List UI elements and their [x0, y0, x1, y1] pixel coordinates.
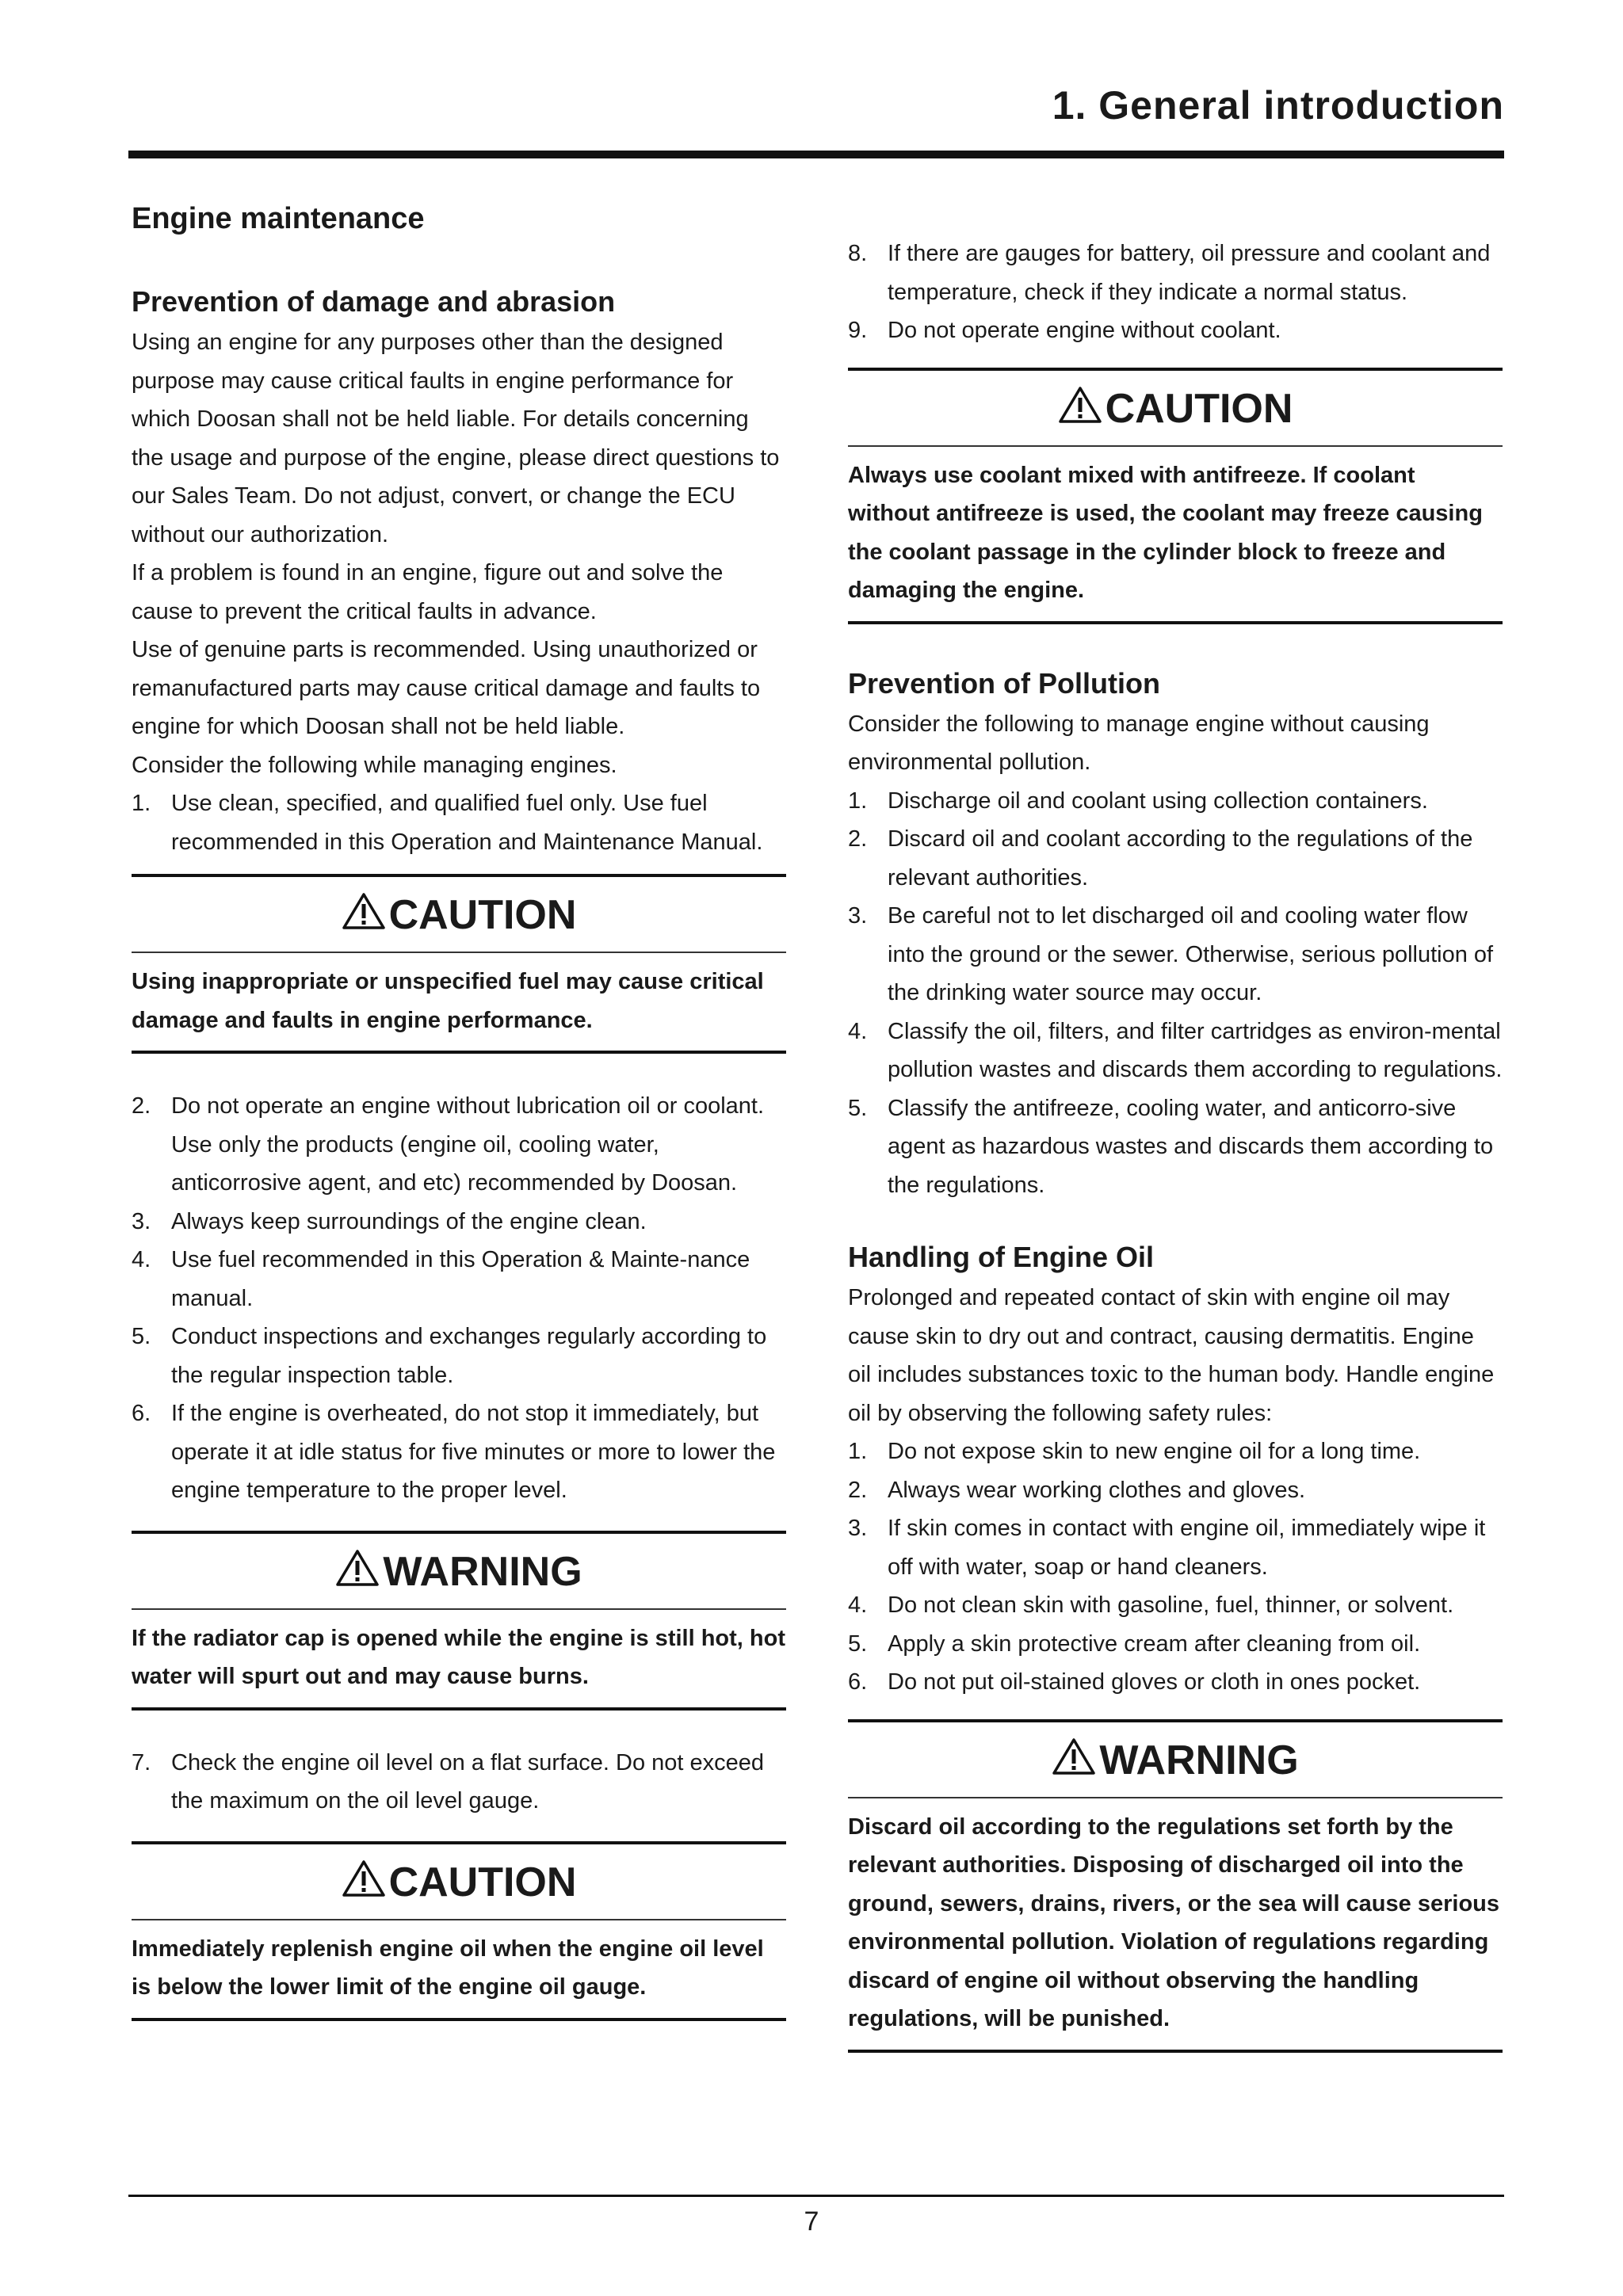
caution-box-coolant — [848, 368, 1503, 624]
list-item: 4. Do not clean skin with gasoline, fuel, thinner, or solvent. — [848, 1592, 1454, 1618]
list-item: 5. Conduct inspections and exchanges regularly according to the regular inspection table. — [132, 1324, 767, 1388]
left-column — [132, 190, 786, 2021]
subsection-title-engine-oil: Handling of Engine Oil — [848, 1241, 1154, 1273]
list-item: 2. Always wear working clothes and gloves. — [848, 1477, 1306, 1503]
paragraph-consider: Consider the following while managing engines. — [132, 752, 617, 778]
list-item: 3. Always keep surroundings of the engine clean. — [132, 1208, 647, 1234]
list-item: 9. Do not operate engine without coolant. — [848, 318, 1281, 343]
caution-header: CAUTION — [132, 1844, 786, 1920]
paragraph-oil-intro: Prolonged and repeated contact of skin with engine oil may cause skin to dry out and contract, causing dermatitis. Engine oil includes substances toxic to the human body. Handle engine oil by observing the following safety rules: — [848, 1285, 1495, 1426]
list-item: 1. Do not expose skin to new engine oil for a long time. — [848, 1439, 1421, 1464]
list-item: 4. Use fuel recommended in this Operation & Mainte-nance manual. — [132, 1247, 750, 1311]
list-item: 6. If the engine is overheated, do not stop it immediately, but operate it at idle status for five minutes or more to lower the engine temperature to the proper level. — [132, 1401, 776, 1503]
list-item: 1. Use clean, specified, and qualified fuel only. Use fuel recommended in this Operation and Maintenance Manual. — [132, 791, 763, 855]
caution-text: Immediately replenish engine oil when the engine oil level is below the lower limit of the engine oil gauge. — [132, 1936, 764, 2000]
section-title-engine-maintenance: Engine maintenance — [132, 202, 425, 235]
paragraph-problem: If a problem is found in an engine, figure out and solve the cause to prevent the critical faults in advance. — [132, 560, 724, 624]
caution-box-fuel — [132, 874, 786, 1054]
right-column — [848, 235, 1503, 2053]
list-item: 3. If skin comes in contact with engine oil, immediately wipe it off with water, soap or hand cleaners. — [848, 1516, 1486, 1580]
maintenance-list-3 — [132, 1744, 786, 1821]
header-rule — [128, 151, 1504, 158]
warning-triangle-icon — [335, 1549, 380, 1587]
warning-triangle-icon — [342, 1859, 386, 1897]
list-item: 2. Discard oil and coolant according to the regulations of the relevant authorities. — [848, 826, 1473, 891]
caution-header: CAUTION — [848, 371, 1503, 447]
subsection-title-prevention-damage: Prevention of damage and abrasion — [132, 285, 616, 318]
caution-text: Using inappropriate or unspecified fuel may cause critical damage and faults in engine performance. — [132, 969, 764, 1033]
warning-triangle-icon — [342, 892, 386, 930]
list-item: 3. Be careful not to let discharged oil and cooling water flow into the ground or the sewer. Otherwise, serious pollution of the drinking water source may occur. — [848, 903, 1494, 1005]
caution-box-oil-level — [132, 1841, 786, 2021]
maintenance-list-4 — [848, 235, 1503, 350]
maintenance-list-1 — [132, 784, 786, 861]
warning-text: Discard oil according to the regulations set forth by the relevant authorities. Disposing of discharged oil into the ground, sewers, drains, rivers, or the sea will cause serious environmental pollution. Violation of regulations regarding discard of engine oil without observing the handling regulations, will be punished. — [848, 1814, 1499, 2031]
page-header-title: 1. General introduction — [1052, 83, 1504, 128]
list-item: 4. Classify the oil, filters, and filter cartridges as environ-mental pollution wastes and discards them according to regulations. — [848, 1018, 1503, 1082]
caution-header: CAUTION — [132, 877, 786, 953]
paragraph-genuine-parts: Use of genuine parts is recommended. Using unauthorized or remanufactured parts may cause critical damage and faults to engine for which Doosan shall not be held liable. — [132, 637, 761, 739]
warning-triangle-icon — [1058, 386, 1102, 424]
list-item: 5. Classify the antifreeze, cooling water, and anticorro-sive agent as hazardous wastes and discards them according to the regulations. — [848, 1095, 1494, 1198]
warning-text: If the radiator cap is opened while the engine is still hot, hot water will spurt out and may cause burns. — [132, 1625, 785, 1689]
list-item: 5. Apply a skin protective cream after cleaning from oil. — [848, 1630, 1421, 1657]
maintenance-list-2 — [132, 1087, 786, 1510]
list-item: 7. Check the engine oil level on a flat surface. Do not exceed the maximum on the oil level gauge. — [132, 1749, 765, 1814]
list-item: 6. Do not put oil-stained gloves or cloth in ones pocket. — [848, 1669, 1421, 1695]
paragraph-intro: Using an engine for any purposes other than the designed purpose may cause critical faults in engine performance for which Doosan shall not be held liable. For details concerning the usage and purpose of the engine, please direct questions to our Sales Team. Do not adjust, convert, or change the ECU without our authorization. — [132, 330, 780, 547]
pollution-list — [848, 782, 1503, 1205]
paragraph-pollution-intro: Consider the following to manage engine without causing environmental pollution. — [848, 711, 1430, 775]
page-number: 7 — [804, 2206, 819, 2237]
warning-header: WARNING — [132, 1534, 786, 1610]
warning-box-oil-discard — [848, 1719, 1503, 2053]
subsection-title-pollution: Prevention of Pollution — [848, 666, 1160, 700]
list-item: 8. If there are gauges for battery, oil pressure and coolant and temperature, check if they indicate a normal status. — [848, 241, 1491, 305]
list-item: 1. Discharge oil and coolant using collection containers. — [848, 788, 1428, 814]
oil-handling-list — [848, 1432, 1503, 1702]
footer-rule — [128, 2195, 1504, 2197]
warning-header: WARNING — [848, 1722, 1503, 1798]
warning-box-radiator — [132, 1531, 786, 1711]
warning-triangle-icon — [1052, 1737, 1096, 1775]
list-item: 2. Do not operate an engine without lubrication oil or coolant. Use only the products (engine oil, cooling water, anticorrosive agent, and etc) recommended by Doosan. — [132, 1093, 765, 1196]
caution-text: Always use coolant mixed with antifreeze. If coolant without antifreeze is used, the coolant may freeze causing the coolant passage in the cylinder block to freeze and damaging the engine. — [848, 462, 1483, 603]
